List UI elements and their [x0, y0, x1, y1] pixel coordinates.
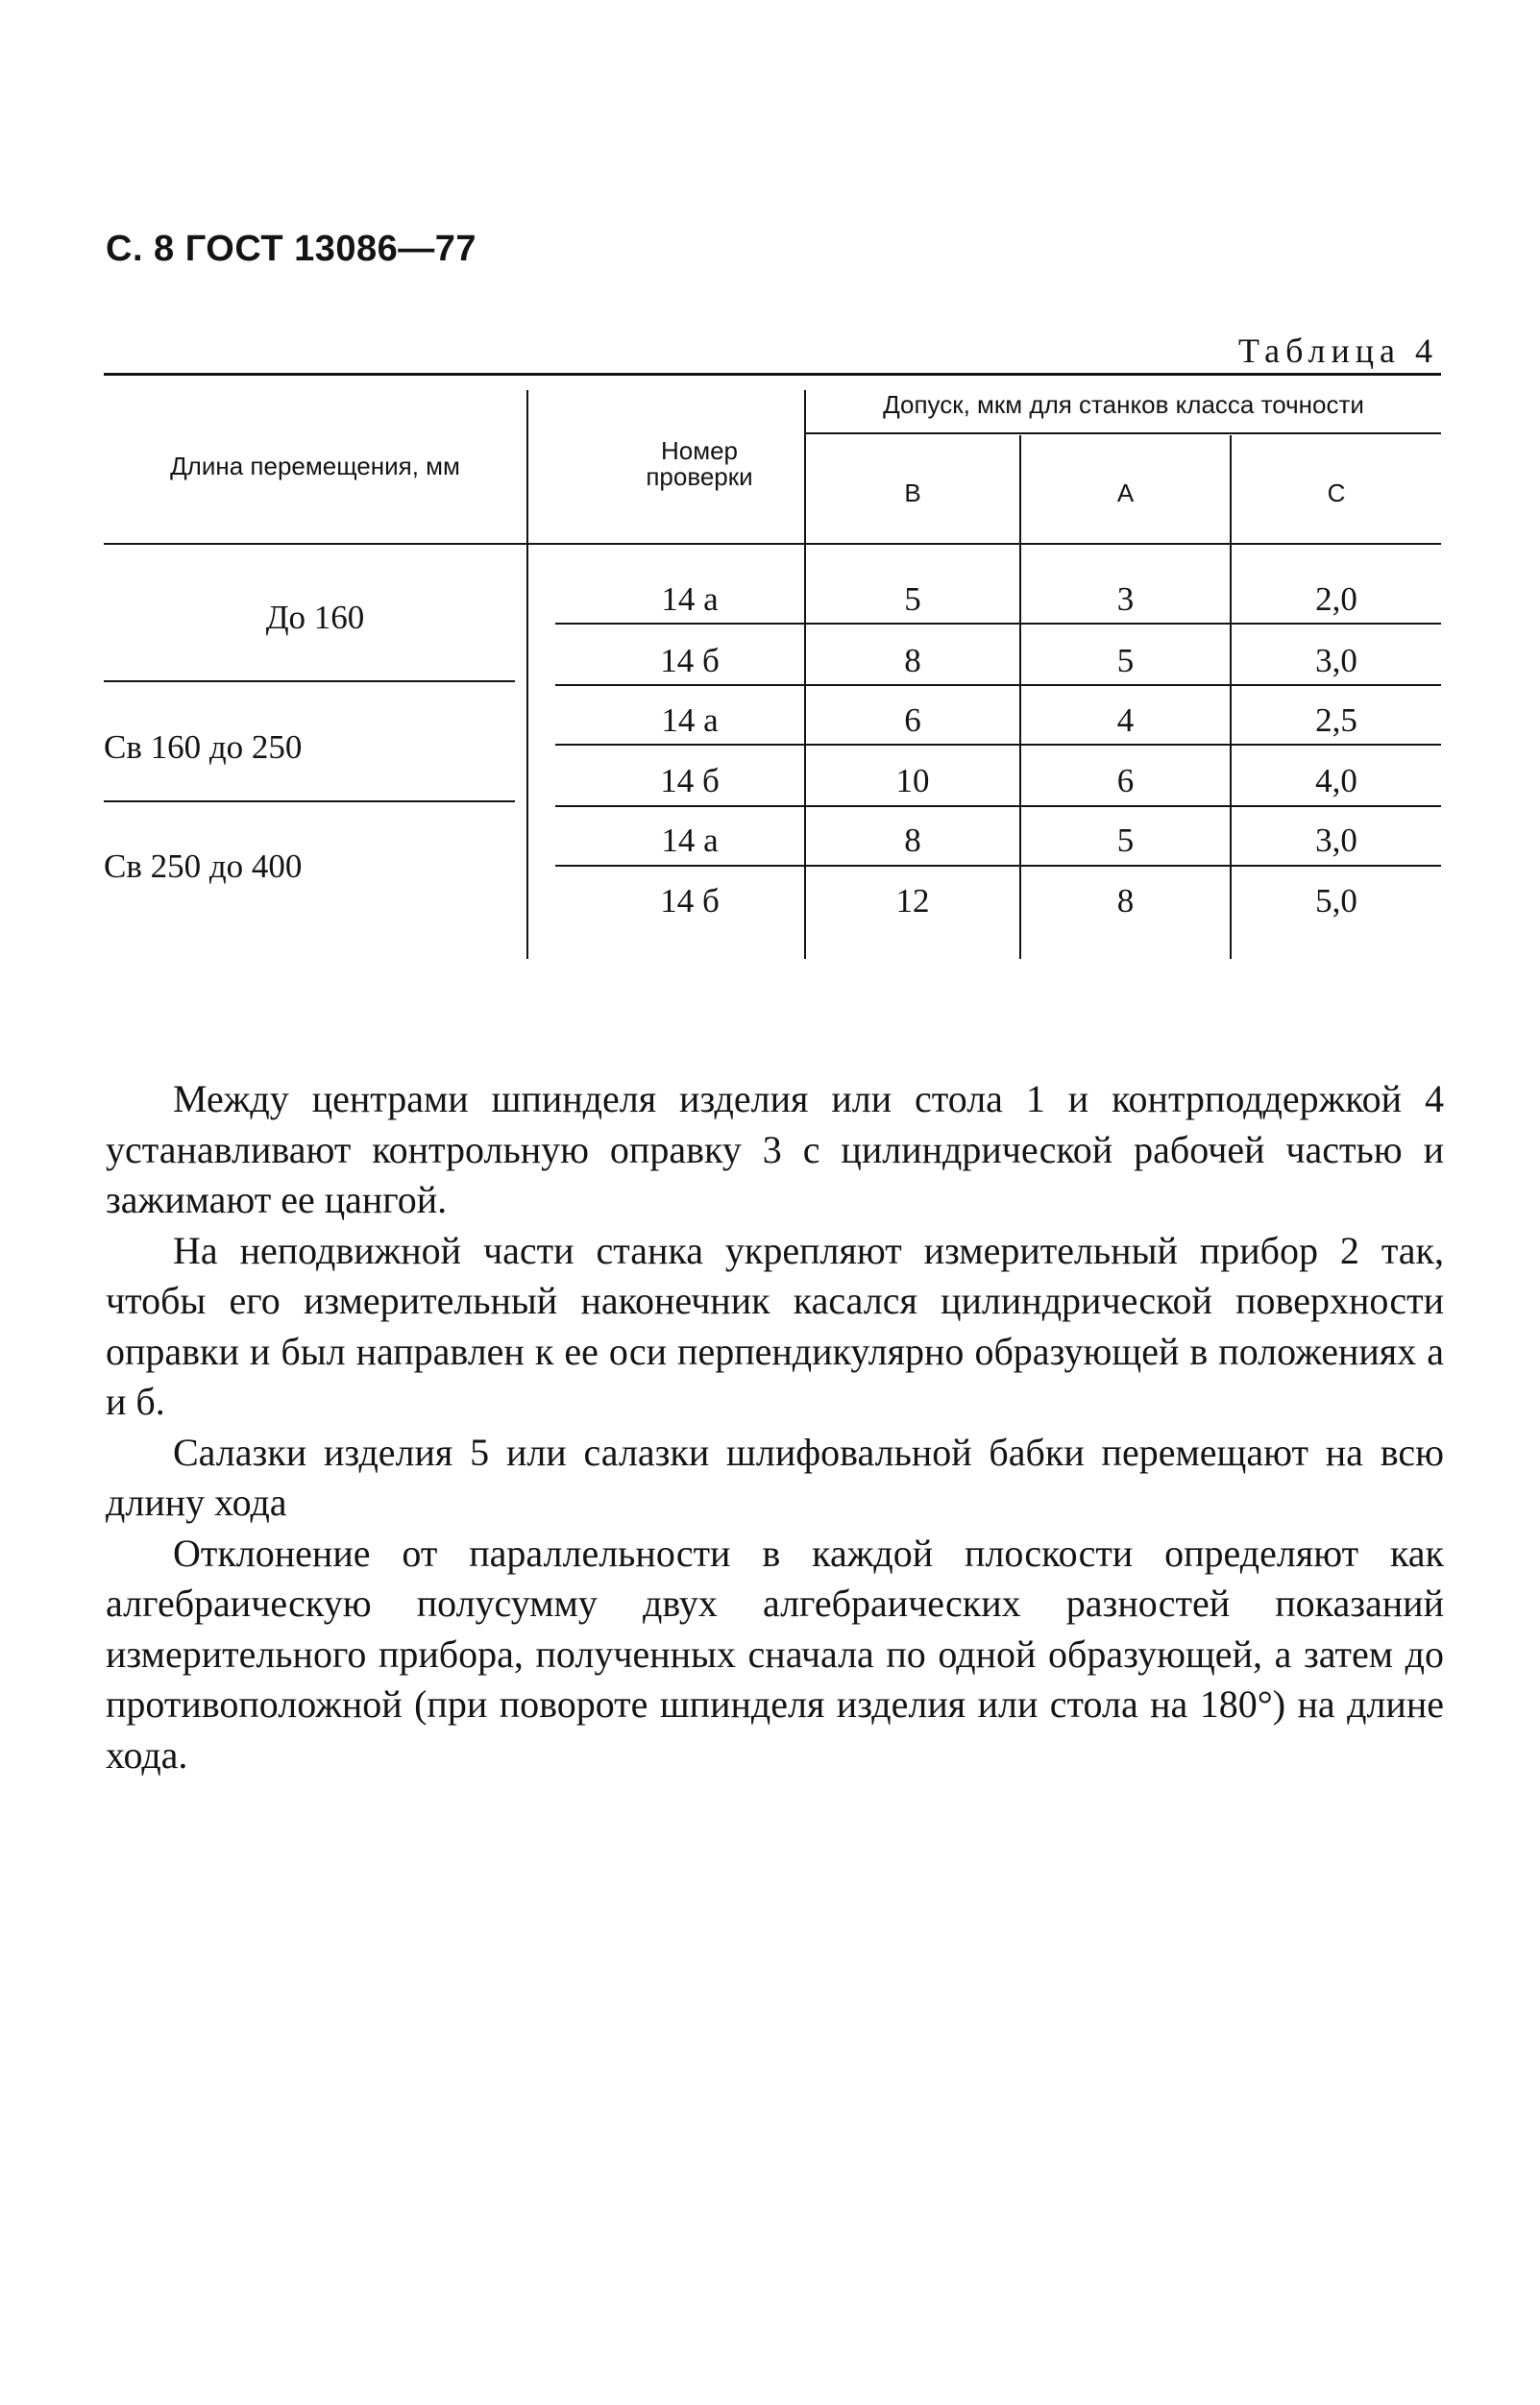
cell-2-a: 5	[1116, 642, 1135, 679]
page-header: С. 8 ГОСТ 13086—77	[106, 229, 477, 269]
table-label: Таблица 4	[1238, 331, 1438, 370]
check-1: 14 а	[661, 580, 719, 618]
check-6: 14 б	[660, 882, 720, 920]
check-4: 14 б	[660, 762, 720, 799]
vrule-4	[1230, 435, 1232, 959]
header-class-c: С	[1327, 479, 1346, 507]
cell-6-c: 5,0	[1315, 882, 1357, 920]
cell-6-b: 12	[895, 882, 930, 920]
row-rule-4	[555, 805, 1441, 807]
length-group-2: Св 160 до 250	[104, 728, 303, 766]
tolerance-table	[104, 373, 1441, 959]
cell-2-b: 8	[904, 642, 921, 679]
cell-3-a: 4	[1116, 701, 1135, 739]
row-rule-2	[555, 684, 1441, 686]
row-rule-3	[555, 744, 1441, 746]
cell-5-a: 5	[1116, 822, 1135, 859]
cell-4-c: 4,0	[1315, 762, 1357, 799]
paragraph-3: Салазки изделия 5 или салазки шлифовальной бабки перемещают на всю длину хода	[106, 1430, 1444, 1524]
length-group-1: До 160	[265, 599, 365, 636]
cell-1-c: 2,0	[1315, 580, 1357, 618]
cell-3-b: 6	[904, 701, 921, 739]
paragraph-1: Между центрами шпинделя изделия или стола 1 и контрподдержкой 4 устанавливают контрольную оправку 3 с цилиндрической рабочей частью и зажимают ее цангой.	[106, 1077, 1444, 1221]
table-top-rule	[104, 373, 1441, 376]
paragraph-4: Отклонение от параллельности в каждой плоскости определяют как алгебраическую полусумму двух алгебраических разностей показаний измерительного прибора, полученных сначала по одной образующей, а затем до противоположной (при повороте шпинделя изделия или стола на 180°) на длине хода.	[106, 1531, 1444, 1777]
body-text	[106, 1074, 1444, 1780]
header-tolerance: Допуск, мкм для станков класса точности	[883, 390, 1364, 419]
cell-6-a: 8	[1116, 882, 1135, 920]
cell-1-a: 3	[1116, 580, 1135, 618]
cell-5-b: 8	[904, 822, 921, 859]
cell-4-a: 6	[1116, 762, 1135, 799]
vrule-1	[526, 390, 528, 959]
check-2: 14 б	[660, 642, 720, 679]
subheader-rule	[805, 432, 1441, 434]
row-rule-5	[555, 865, 1441, 867]
vrule-3	[1019, 435, 1021, 959]
check-5: 14 а	[661, 822, 719, 859]
header-bottom-rule	[104, 543, 1441, 545]
cell-2-c: 3,0	[1315, 642, 1357, 679]
cell-3-c: 2,5	[1315, 701, 1357, 739]
cell-5-c: 3,0	[1315, 822, 1357, 859]
header-length: Длина перемещения, мм	[170, 452, 460, 480]
group-rule-1	[104, 680, 515, 682]
header-class-b: В	[904, 479, 921, 507]
cell-4-b: 10	[895, 762, 930, 799]
row-rule-1	[555, 623, 1441, 625]
length-group-3: Св 250 до 400	[104, 847, 303, 885]
header-check: Номер проверки	[646, 436, 753, 492]
header-class-a: А	[1116, 479, 1135, 507]
paragraph-2: На неподвижной части станка укрепляют измерительный прибор 2 так, чтобы его измерительный наконечник касался цилиндрической поверхности оправки и был направлен к ее оси перпендикулярно образующей в положениях а и б.	[106, 1228, 1444, 1423]
group-rule-2	[104, 800, 515, 802]
check-3: 14 а	[661, 701, 719, 739]
cell-1-b: 5	[904, 580, 921, 618]
